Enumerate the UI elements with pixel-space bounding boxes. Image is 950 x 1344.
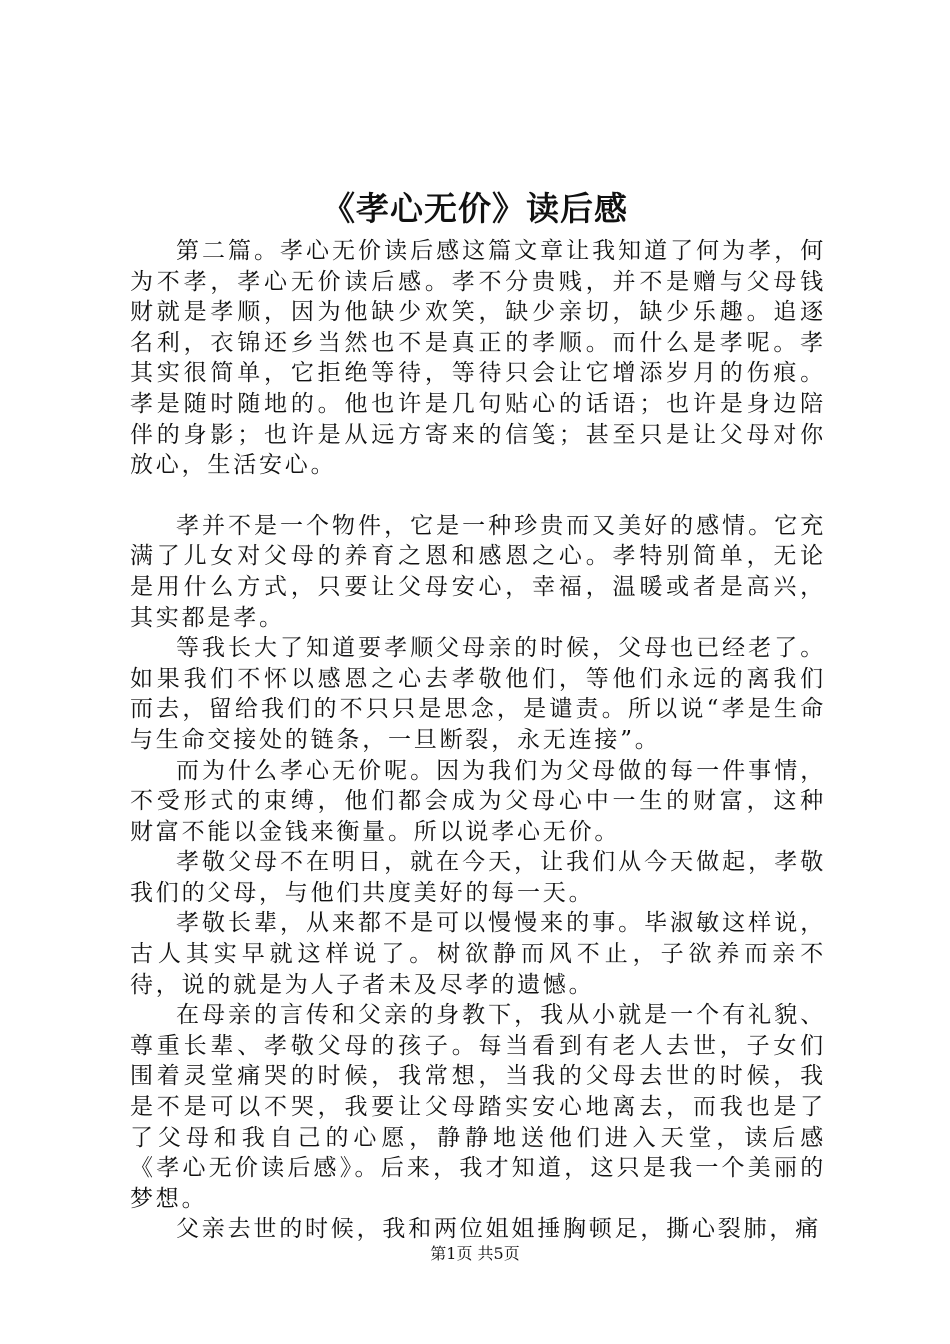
paragraph: 等我长大了知道要孝顺父母亲的时候，父母也已经老了。如果我们不怀以感恩之心去孝敬他们，等他们永远的离我们而去，留给我们的不只只是思念，是谴责。所以说“孝是生命与生命交接处的链条，一旦断裂，永无连接”。 (130, 635, 826, 753)
paragraph: 而为什么孝心无价呢。因为我们为父母做的每一件事情，不受形式的束缚，他们都会成为父母心中一生的财富，这种财富不能以金钱来衡量。所以说孝心无价。 (130, 757, 826, 845)
paragraph: 在母亲的言传和父亲的身教下，我从小就是一个有礼貌、尊重长辈、孝敬父母的孩子。每当看到有老人去世，子女们围着灵堂痛哭的时候，我常想，当我的父母去世的时候，我是不是可以不哭，我要让父母踏实安心地离去，而我也是了了父母和我自己的心愿，静静地送他们进入天堂，读后感《孝心无价读后感》。后来，我才知道，这只是我一个美丽的梦想。 (130, 1002, 826, 1212)
document-body (130, 236, 826, 1245)
paragraph: 第二篇。孝心无价读后感这篇文章让我知道了何为孝，何为不孝，孝心无价读后感。孝不分贵贱，并不是赠与父母钱财就是孝顺，因为他缺少欢笑，缺少亲切，缺少乐趣。追逐名利，衣锦还乡当然也不是真正的孝顺。而什么是孝呢。孝其实很简单，它拒绝等待，等待只会让它增添岁月的伤痕。孝是随时随地的。他也许是几句贴心的话语；也许是身边陪伴的身影；也许是从远方寄来的信笺；甚至只是让父母对你放心，生活安心。 (130, 238, 826, 479)
page-number-footer: 第1页 共5页 (430, 1244, 520, 1263)
paragraph: 孝并不是一个物件，它是一种珍贵而又美好的感情。它充满了儿女对父母的养育之恩和感恩之心。孝特别简单，无论是用什么方式，只要让父母安心，幸福，温暖或者是高兴，其实都是孝。 (130, 512, 826, 631)
paragraph: 孝敬长辈，从来都不是可以慢慢来的事。毕淑敏这样说，古人其实早就这样说了。树欲静而风不止，子欲养而亲不待，说的就是为人子者未及尽孝的遗憾。 (130, 910, 826, 998)
paragraph: 父亲去世的时候，我和两位姐姐捶胸顿足，撕心裂肺，痛 (176, 1216, 821, 1243)
document-title: 《孝心无价》读后感 (322, 189, 628, 228)
paragraph: 孝敬父母不在明日，就在今天，让我们从今天做起，孝敬我们的父母，与他们共度美好的每一天。 (130, 849, 826, 906)
